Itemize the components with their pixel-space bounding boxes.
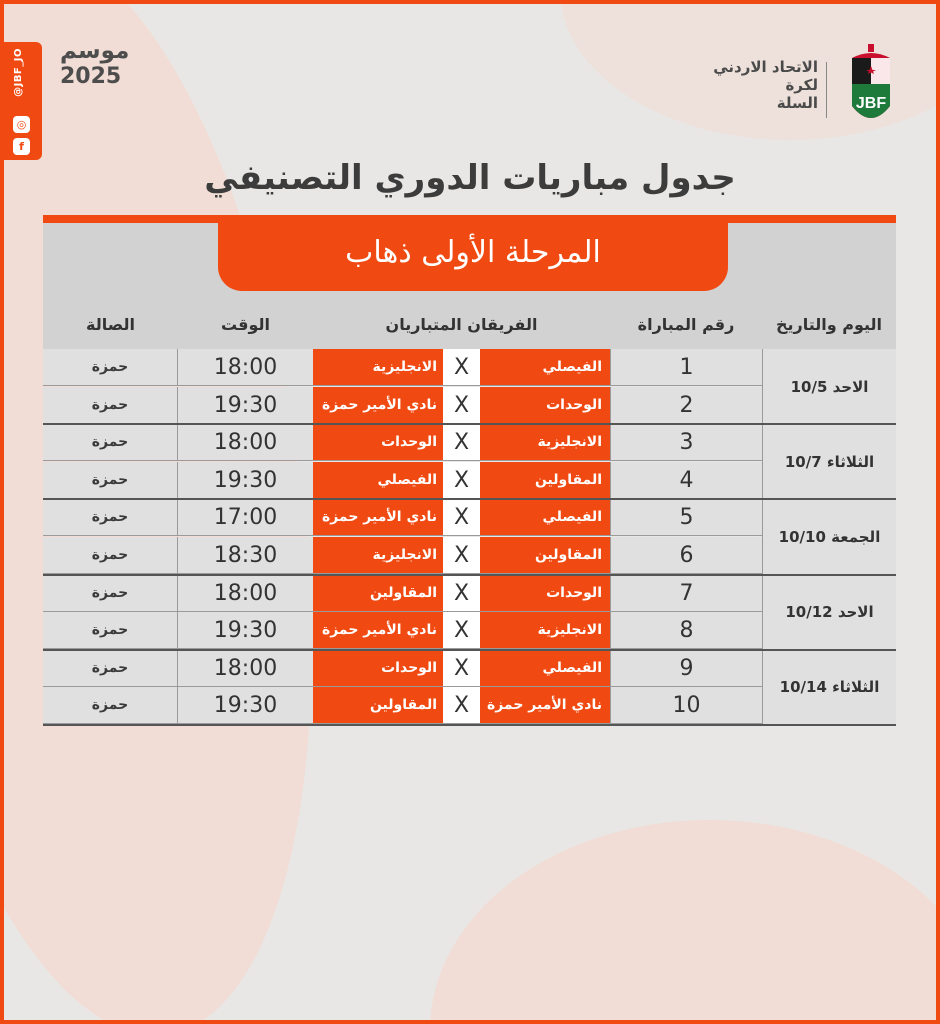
day-date-cell: الثلاثاء 10/7 [762, 424, 896, 499]
header-day-date: اليوم والتاريخ [775, 315, 883, 334]
home-team-cell: الانجليزية [480, 612, 610, 649]
home-team-cell: الفيصلي [480, 499, 610, 536]
versus-mark: X [443, 687, 480, 724]
hall-cell: حمزة [43, 537, 178, 574]
match-number-cell: 6 [610, 537, 762, 574]
match-number-cell: 2 [610, 387, 762, 424]
home-team-cell: المقاولين [480, 537, 610, 574]
hall-cell: حمزة [43, 349, 178, 386]
away-team-cell: الوحدات [313, 424, 443, 461]
match-number-cell: 4 [610, 462, 762, 499]
time-cell: 18:00 [178, 349, 313, 386]
hall-cell: حمزة [43, 687, 178, 724]
day-group-divider [43, 498, 896, 500]
time-cell: 19:30 [178, 612, 313, 649]
day-date-cell: الثلاثاء 10/14 [762, 650, 896, 725]
away-team-cell: نادي الأمير حمزة [313, 499, 443, 536]
logo-separator [826, 62, 827, 118]
federation-name-line2: لكرة [785, 76, 818, 94]
day-group-divider [43, 649, 896, 651]
page-title: جدول مباريات الدوري التصنيفي [204, 158, 736, 198]
away-team-cell: المقاولين [313, 687, 443, 724]
time-cell: 18:30 [178, 537, 313, 574]
day-group-divider [43, 423, 896, 425]
home-team-cell: الوحدات [480, 387, 610, 424]
facebook-icon: f [13, 138, 30, 155]
hall-cell: حمزة [43, 650, 178, 687]
hall-cell: حمزة [43, 499, 178, 536]
schedule-header-panel [43, 215, 896, 349]
day-date-cell: الاحد 10/5 [762, 349, 896, 424]
versus-mark: X [443, 387, 480, 424]
day-group-divider [43, 574, 896, 576]
day-date-cell: الجمعة 10/10 [762, 499, 896, 574]
stage-banner [218, 223, 728, 291]
federation-name-line1: الاتحاد الاردني [713, 58, 818, 76]
versus-mark: X [443, 499, 480, 536]
federation-name-line3: السلة [776, 94, 818, 112]
header-teams: الفريقان المتباريان [385, 315, 538, 334]
match-number-cell: 3 [610, 424, 762, 461]
versus-mark: X [443, 424, 480, 461]
background-ball-shape [430, 820, 940, 1024]
away-team-cell: الانجليزية [313, 537, 443, 574]
home-team-cell: نادي الأمير حمزة [480, 687, 610, 724]
away-team-cell: الوحدات [313, 650, 443, 687]
versus-mark: X [443, 650, 480, 687]
match-number-cell: 5 [610, 499, 762, 536]
time-cell: 19:30 [178, 462, 313, 499]
hall-cell: حمزة [43, 575, 178, 612]
match-number-cell: 10 [610, 687, 762, 724]
home-team-cell: الفيصلي [480, 650, 610, 687]
match-number-cell: 7 [610, 575, 762, 612]
logo-text: JBF [855, 95, 887, 112]
season-year: 2025 [60, 64, 122, 89]
versus-mark: X [443, 612, 480, 649]
panel-accent-bar [43, 215, 896, 223]
jbf-logo [846, 44, 896, 130]
home-team-cell: الفيصلي [480, 349, 610, 386]
versus-mark: X [443, 349, 480, 386]
time-cell: 18:00 [178, 424, 313, 461]
away-team-cell: الفيصلي [313, 462, 443, 499]
hall-cell: حمزة [43, 424, 178, 461]
time-cell: 19:30 [178, 687, 313, 724]
time-cell: 18:00 [178, 650, 313, 687]
social-media-tab [0, 42, 42, 160]
header-match-number: رقم المباراة [637, 315, 735, 334]
hall-cell: حمزة [43, 387, 178, 424]
away-team-cell: الانجليزية [313, 349, 443, 386]
time-cell: 17:00 [178, 499, 313, 536]
home-team-cell: الانجليزية [480, 424, 610, 461]
home-team-cell: المقاولين [480, 462, 610, 499]
match-number-cell: 1 [610, 349, 762, 386]
instagram-icon: ◎ [13, 116, 30, 133]
away-team-cell: المقاولين [313, 575, 443, 612]
versus-mark: X [443, 537, 480, 574]
day-date-cell: الاحد 10/12 [762, 575, 896, 650]
social-handle: @JBF_JO [13, 48, 24, 97]
time-cell: 19:30 [178, 387, 313, 424]
time-cell: 18:00 [178, 575, 313, 612]
match-number-cell: 8 [610, 612, 762, 649]
hall-cell: حمزة [43, 462, 178, 499]
match-number-cell: 9 [610, 650, 762, 687]
stage-title: المرحلة الأولى ذهاب [345, 235, 601, 270]
season-label [60, 38, 129, 89]
hall-cell: حمزة [43, 612, 178, 649]
table-bottom-border [43, 724, 896, 726]
home-team-cell: الوحدات [480, 575, 610, 612]
header-hall: الصالة [86, 315, 135, 334]
federation-name [712, 58, 818, 112]
versus-mark: X [443, 575, 480, 612]
season-word: موسم [60, 38, 130, 64]
away-team-cell: نادي الأمير حمزة [313, 612, 443, 649]
versus-mark: X [443, 462, 480, 499]
header-time: الوقت [221, 315, 270, 334]
away-team-cell: نادي الأمير حمزة [313, 387, 443, 424]
